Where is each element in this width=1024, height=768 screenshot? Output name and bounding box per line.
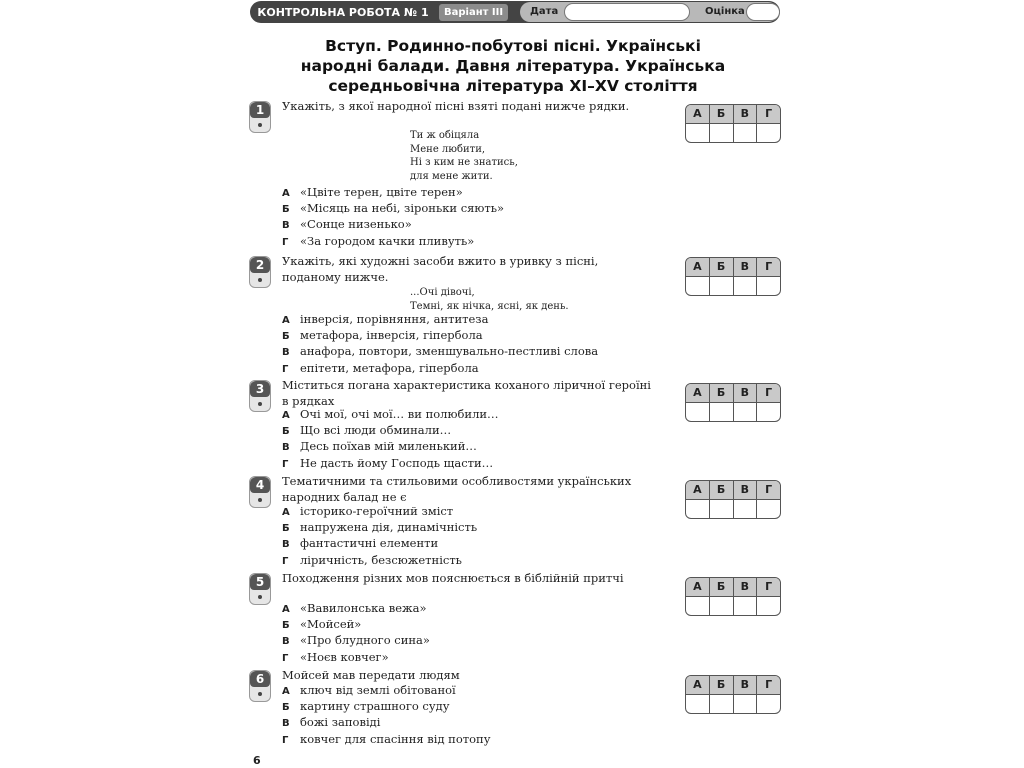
question-number-badge [249, 380, 271, 412]
title-line: середньовічна література XI–XV століття [328, 77, 698, 95]
bullet-dot-icon [258, 402, 262, 406]
answer-cell[interactable] [686, 277, 709, 295]
answer-cell[interactable] [709, 124, 733, 142]
answer-cell[interactable] [733, 277, 757, 295]
option-g[interactable]: Г ковчег для спасіння від потопу [282, 731, 491, 746]
answer-cell[interactable] [686, 500, 709, 518]
bullet-dot-icon [258, 498, 262, 502]
options-list [282, 683, 682, 748]
answer-grid: А Б В Г [685, 480, 781, 519]
option-g[interactable]: Г «Ноєв ковчег» [282, 649, 389, 664]
answer-grid: А Б В Г [685, 383, 781, 422]
option-b[interactable]: Б Що всі люди обминали… [282, 423, 452, 438]
answer-cell[interactable] [756, 277, 780, 295]
answer-cell[interactable] [756, 695, 780, 713]
question-number: 3 [250, 381, 270, 397]
option-b[interactable]: Б метафора, інверсія, гіпербола [282, 328, 483, 343]
date-field[interactable] [564, 3, 690, 21]
answer-cell[interactable] [686, 695, 709, 713]
answer-cell[interactable] [756, 124, 780, 142]
question-text: Міститься погана характеристика коханого ліричної героїні в рядках [282, 378, 651, 408]
answer-cell[interactable] [733, 695, 757, 713]
answer-cell[interactable] [686, 403, 709, 421]
question-text: Укажіть, які художні засоби вжито в уривку з пісні, поданому нижче. [282, 254, 599, 284]
option-v[interactable]: В анафора, повтори, зменшувально-пестливі слова [282, 344, 599, 359]
options-list [282, 407, 682, 472]
answer-cell[interactable] [686, 124, 709, 142]
verse-line: для мене жити. [410, 170, 493, 182]
option-b[interactable]: Б «Місяць на небі, зіроньки сяють» [282, 201, 505, 216]
variant-badge: Варіант III [439, 4, 508, 21]
bullet-dot-icon [258, 595, 262, 599]
answer-cell[interactable] [756, 500, 780, 518]
option-a[interactable]: А «Цвіте терен, цвіте терен» [282, 185, 463, 199]
answer-cell[interactable] [733, 500, 757, 518]
answer-cell[interactable] [709, 500, 733, 518]
option-a[interactable]: А інверсія, порівняння, антитеза [282, 312, 489, 326]
answer-cell[interactable] [733, 124, 757, 142]
answer-cell[interactable] [709, 695, 733, 713]
question-text: Тематичними та стильовими особливостями українських народних балад не є [282, 474, 632, 504]
option-a[interactable]: А історико-героїчний зміст [282, 504, 454, 518]
bullet-dot-icon [258, 278, 262, 282]
options-list [282, 601, 682, 666]
verse-excerpt [410, 129, 518, 183]
option-v[interactable]: В божі заповіді [282, 715, 381, 730]
question-number: 5 [250, 574, 270, 590]
question-number: 1 [250, 102, 270, 118]
answer-grid: А Б В Г [685, 675, 781, 714]
title-line: народні балади. Давня література. Українська [300, 57, 726, 75]
answer-cell[interactable] [709, 277, 733, 295]
answer-cell[interactable] [756, 403, 780, 421]
answer-cell[interactable] [733, 597, 757, 615]
answer-cell[interactable] [756, 597, 780, 615]
answer-cell[interactable] [709, 597, 733, 615]
option-b[interactable]: Б «Мойсей» [282, 617, 362, 632]
page-title [273, 36, 753, 96]
header-bar [250, 1, 780, 23]
page-number: 6 [253, 754, 261, 767]
answer-grid: А Б В Г [685, 104, 781, 143]
option-v[interactable]: В «Про блудного сина» [282, 633, 430, 648]
verse-line: Мене любити, [410, 143, 486, 155]
bullet-dot-icon [258, 692, 262, 696]
grade-field[interactable] [746, 3, 780, 21]
answer-cell[interactable] [733, 403, 757, 421]
options-list [282, 185, 682, 250]
option-b[interactable]: Б напружена дія, динамічність [282, 520, 478, 535]
answer-grid: А Б В Г [685, 577, 781, 616]
option-g[interactable]: Г «За городом качки пливуть» [282, 233, 475, 248]
option-g[interactable]: Г ліричність, безсюжетність [282, 552, 462, 567]
option-a[interactable]: А ключ від землі обітованої [282, 683, 456, 697]
question-text: Укажіть, з якої народної пісні взяті подані нижче рядки. [282, 99, 630, 113]
answer-cell[interactable] [686, 597, 709, 615]
answer-grid: А Б В Г [685, 257, 781, 296]
answer-cell[interactable] [709, 403, 733, 421]
option-b[interactable]: Б картину страшного суду [282, 699, 450, 714]
option-v[interactable]: В «Сонце низенько» [282, 217, 412, 232]
options-list [282, 312, 682, 377]
option-g[interactable]: Г Не дасть йому Господь щасти… [282, 455, 494, 470]
verse-line: Ти ж обіцяла [410, 130, 480, 141]
test-page [243, 0, 783, 768]
question-number: 4 [250, 477, 270, 493]
question-number: 6 [250, 671, 270, 687]
question-number-badge [249, 256, 271, 288]
question-text: Мойсей мав передати людям [282, 668, 460, 682]
bullet-dot-icon [258, 123, 262, 127]
verse-line: ...Очі дівочі, [410, 287, 475, 298]
option-v[interactable]: В Десь поїхав мій миленький… [282, 439, 477, 454]
option-a[interactable]: А «Вавилонська вежа» [282, 601, 427, 615]
option-a[interactable]: А Очі мої, очі мої… ви полюбили… [282, 407, 499, 421]
verse-excerpt [410, 286, 569, 313]
grade-label: Оцінка [705, 6, 745, 17]
options-list [282, 504, 682, 569]
question-number: 2 [250, 257, 270, 273]
verse-line: Темні, як нічка, ясні, як день. [410, 300, 569, 312]
date-label: Дата [530, 6, 559, 17]
title-line: Вступ. Родинно-побутові пісні. Українські [325, 37, 701, 55]
verse-line: Ні з ким не знатись, [410, 157, 518, 168]
question-number-badge [249, 476, 271, 508]
option-v[interactable]: В фантастичні елементи [282, 536, 439, 551]
question-number-badge [249, 101, 271, 133]
question-number-badge [249, 573, 271, 605]
option-g[interactable]: Г епітети, метафора, гіпербола [282, 360, 479, 375]
question-number-badge [249, 670, 271, 702]
test-label: КОНТРОЛЬНА РОБОТА № 1 [257, 5, 429, 19]
question-text: Походження різних мов пояснюється в біблійній притчі [282, 571, 624, 585]
